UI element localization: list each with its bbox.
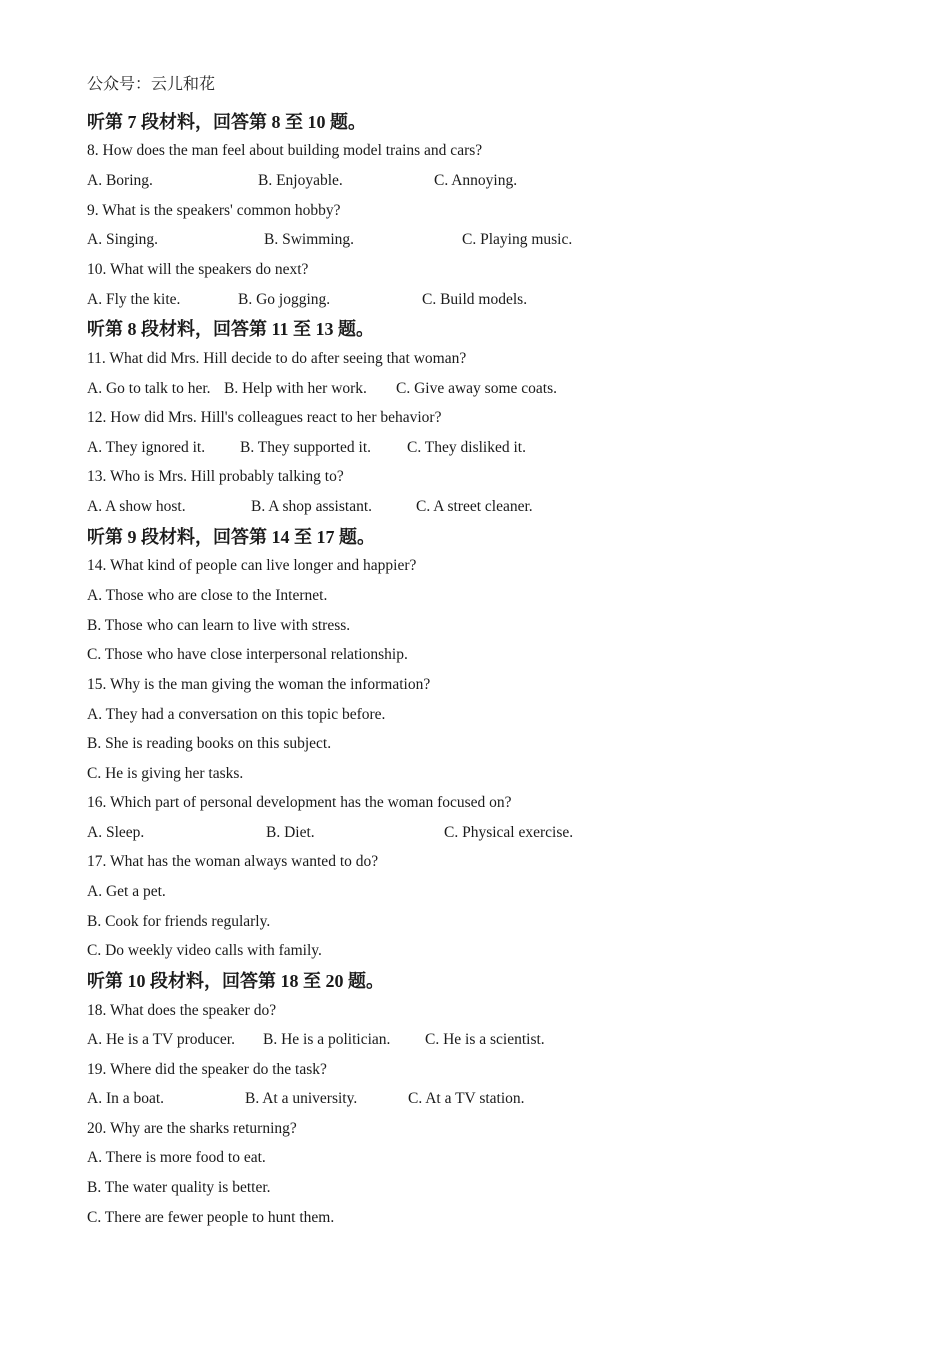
option-b: B. Those who can learn to live with stress. [87,617,351,634]
option-a: A. Fly the kite. [87,291,181,308]
option-c: C. Physical exercise. [444,824,574,841]
option-c: C. There are fewer people to hunt them. [87,1209,335,1226]
option-c: C. He is a scientist. [425,1031,545,1048]
option-b: B. Diet. [266,824,315,841]
question-18: 18. What does the speaker do? [87,1002,277,1019]
option-a: A. There is more food to eat. [87,1149,266,1166]
option-b: B. She is reading books on this subject. [87,735,332,752]
option-b: B. Help with her work. [224,380,367,397]
options-19 [87,1089,787,1109]
option-c: C. Annoying. [434,172,518,189]
section-heading: 听第 8 段材料，回答第 11 至 13 题。 [87,319,375,339]
option-b: B. The water quality is better. [87,1179,271,1196]
option-a: A. They ignored it. [87,439,206,456]
option-c: C. A street cleaner. [416,498,533,515]
question-10: 10. What will the speakers do next? [87,261,309,278]
options-18 [87,1030,787,1050]
section-heading: 听第 10 段材料，回答第 18 至 20 题。 [87,971,384,991]
options-13 [87,497,787,517]
options-11 [87,379,787,399]
option-c: C. Build models. [422,291,528,308]
section-heading: 听第 9 段材料，回答第 14 至 17 题。 [87,527,375,547]
option-c: C. Those who have close interpersonal relationship. [87,646,408,663]
option-b: B. They supported it. [240,439,372,456]
question-12: 12. How did Mrs. Hill's colleagues react to her behavior? [87,409,442,426]
option-b: B. Swimming. [264,231,355,248]
option-a: A. In a boat. [87,1090,165,1107]
question-15: 15. Why is the man giving the woman the information? [87,676,431,693]
option-c: C. Do weekly video calls with family. [87,942,322,959]
options-8 [87,171,787,191]
question-20: 20. Why are the sharks returning? [87,1120,297,1137]
question-19: 19. Where did the speaker do the task? [87,1061,327,1078]
source-label: 公众号：云儿和花 [87,74,216,93]
question-14: 14. What kind of people can live longer and happier? [87,557,417,574]
option-a: A. Get a pet. [87,883,166,900]
option-b: B. At a university. [245,1090,358,1107]
option-a: A. Those who are close to the Internet. [87,587,328,604]
options-10 [87,290,787,310]
option-a: A. They had a conversation on this topic before. [87,706,386,723]
option-c: C. At a TV station. [408,1090,525,1107]
option-b: B. A shop assistant. [251,498,373,515]
option-a: A. Boring. [87,172,153,189]
option-a: A. Sleep. [87,824,145,841]
question-16: 16. Which part of personal development has the woman focused on? [87,794,512,811]
option-a: A. Singing. [87,231,159,248]
option-c: C. They disliked it. [407,439,526,456]
option-c: C. He is giving her tasks. [87,765,244,782]
option-b: B. Go jogging. [238,291,331,308]
question-13: 13. Who is Mrs. Hill probably talking to? [87,468,344,485]
options-12 [87,438,787,458]
question-17: 17. What has the woman always wanted to do? [87,853,379,870]
option-c: C. Give away some coats. [396,380,557,397]
option-a: A. A show host. [87,498,186,515]
options-16 [87,823,787,843]
question-11: 11. What did Mrs. Hill decide to do after seeing that woman? [87,350,467,367]
option-a: A. He is a TV producer. [87,1031,235,1048]
section-heading: 听第 7 段材料，回答第 8 至 10 题。 [87,112,366,132]
option-b: B. Enjoyable. [258,172,343,189]
question-9: 9. What is the speakers' common hobby? [87,202,341,219]
options-9 [87,230,787,250]
option-c: C. Playing music. [462,231,573,248]
question-8: 8. How does the man feel about building model trains and cars? [87,142,483,159]
option-a: A. Go to talk to her. [87,380,211,397]
option-b: B. He is a politician. [263,1031,391,1048]
option-b: B. Cook for friends regularly. [87,913,271,930]
